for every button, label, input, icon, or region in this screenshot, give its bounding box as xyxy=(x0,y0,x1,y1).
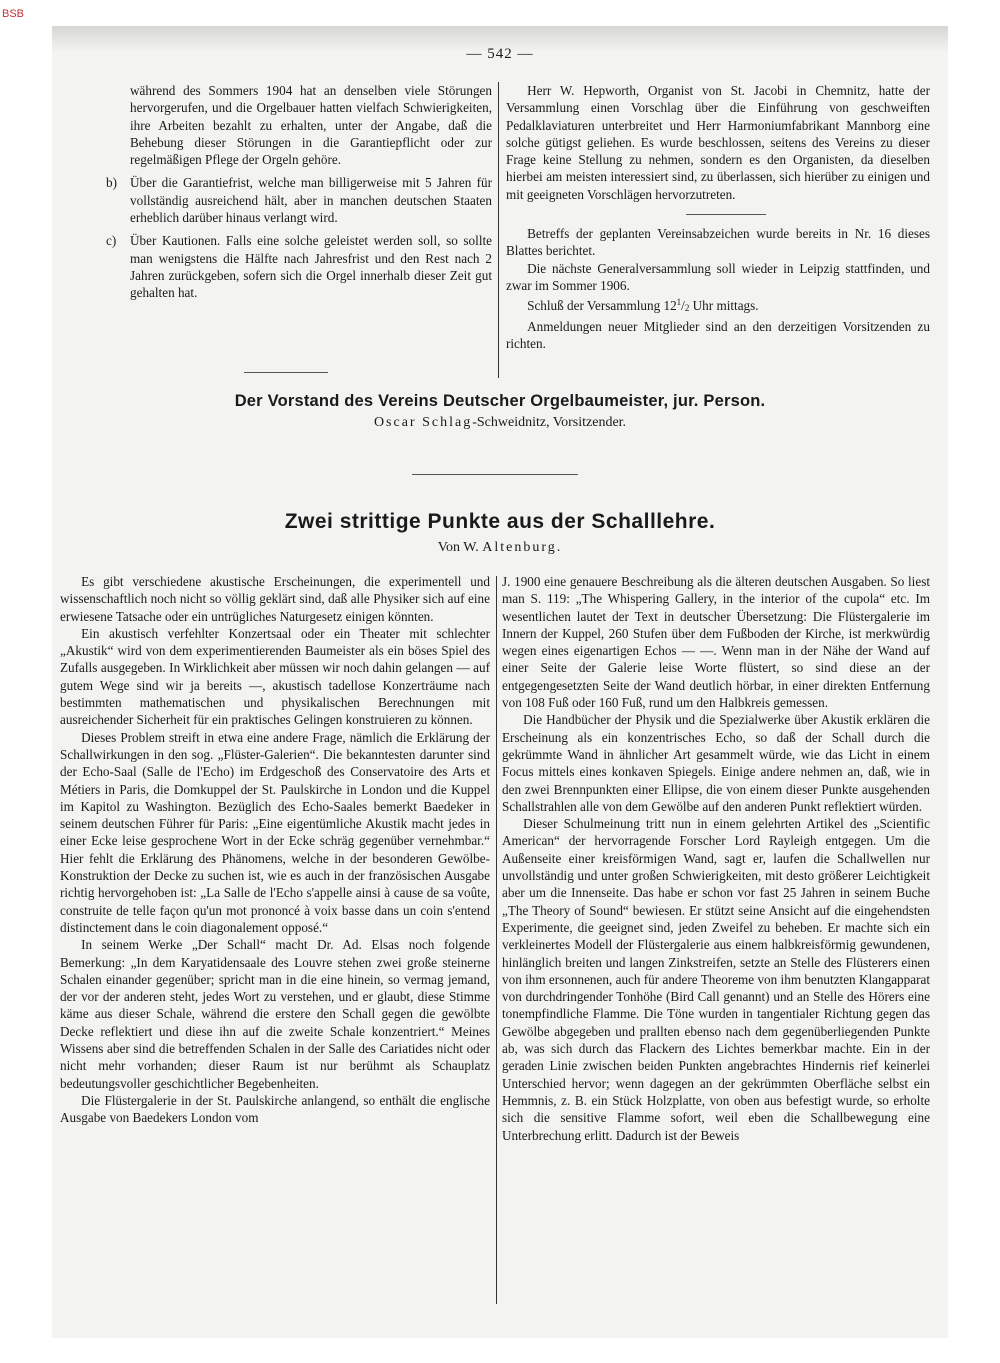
article-title: Zwei strittige Punkte aus der Schalllehre. xyxy=(284,510,716,533)
column-rule xyxy=(498,82,499,378)
text: Uhr mittags. xyxy=(689,298,759,314)
board-signature: Der Vorstand des Vereins Deutscher Orgelbaumeister, jur. Person. xyxy=(234,392,766,410)
paragraph: Dieses Problem streift in etwa eine andere Frage, nämlich die Erklärung der Schallwirkungen in den sog. „Flüster-Galerien“. Die bekanntesten darunter sind der Echo-Saal (Salle de l'Echo) im Erdgeschoß des Conservatoire des Arts et Métiers in Paris, die Domkuppel der St. Paulskirche in London und die Kuppel im Kapitol zu Washington. Bezüglich des Echo-Saales bemerkt Baedeker in seinem deutschen Führer für Paris: „Eine eigentümliche Akustik macht jedes in einer Ecke leise gesprochene Wort in der Ecke schräg gegenüber vernehmbar.“ Hier fehlt die Erklärung des Phänomens, welche in der besonderen Gewölbe-Konstruktion der Decke zu suchen ist, wie es auch in der französischen Ausgabe richtig hervorgehoben ist: „La Salle de l'Echo s'appelle ainsi à cause de sa voûte, construite de telle façon qu'un mot prononcé à voix basse dans un coin s'entend distinctement dans le coin diagonalement opposé.“ xyxy=(60,729,490,935)
list-marker: c) xyxy=(106,233,117,249)
column-rule xyxy=(496,576,497,1304)
paragraph: Anmeldungen neuer Mitglieder sind an den derzeitigen Vorsitzenden zu richten. xyxy=(506,318,930,351)
chairman-signature xyxy=(0,415,1000,431)
intro-text: während des Sommers 1904 hat an denselben viele Störungen hervorgerufen, und die Orgelbauer hatten vielfach Schwierigkeiten, ihre Arbeiten bezahlt zu erhalten, unter der Angabe, daß die Behebung dieser Störungen in die Garantiepflicht oder zur regelmäßigen Pflege der Orgeln gehöre. xyxy=(130,83,492,168)
paragraph: Die Flüstergalerie in der St. Paulskirche anlangend, so enthält die englische Ausgabe von Baedekers London vom xyxy=(60,1092,490,1126)
section-divider xyxy=(686,214,766,215)
chairman-name: Oscar Schlag xyxy=(373,415,473,430)
author-prefix: Von W. xyxy=(437,540,483,555)
page-number: — 542 — xyxy=(466,46,534,62)
fraction-denominator: 2 xyxy=(684,303,690,314)
list-item-text: Über die Garantiefrist, welche man billigerweise mit 5 Jahren für vollständig ausreichend hält, aber in manchen deutschen Staaten erheblich darüber hinaus verlangt wird. xyxy=(130,175,492,226)
paragraph: Die Handbücher der Physik und die Spezialwerke über Akustik erklären die Erscheinung als ein konzentrisches Echo, so daß der Schall durch die gekrümmte Wand in ähnlicher Art gesammelt würde, wie das Licht in einem Focus mittels eines konkaven Spiegels. Einige andere nehmen an, daß, wie in den zwei Brennpunkten einer Ellipse, die von einem dieser Punkte ausgehenden Schallstrahlen alle von dem Gewölbe auf den anderen Punkt reflektiert würden. xyxy=(502,712,930,814)
library-mark: BSB xyxy=(2,8,25,20)
list-item-b xyxy=(100,174,492,226)
list-item-text: Über Kautionen. Falls eine solche geleistet werden soll, so sollte man wenigstens die Hälfte nach Jahresfrist und den Rest nach 2 Jahren zurückgeben, sofern sich die Orgel innerhalb dieser Zeit gut gehalten hat. xyxy=(130,233,492,301)
paragraph: Betreffs der geplanten Vereinsabzeichen wurde bereits in Nr. 16 dieses Blattes berichtet. xyxy=(506,226,930,259)
intro-paragraph xyxy=(100,82,492,168)
article-left-column xyxy=(60,573,490,1127)
paragraph: Die nächste Generalversammlung soll wieder in Leipzig stattfinden, und zwar im Sommer 1906. xyxy=(506,260,930,293)
paragraph: Dieser Schulmeinung tritt nun in einem gelehrten Artikel des „Scientific American“ der hervorragende Forscher Lord Rayleigh entgegen. Um die Außenseite einer kreisförmigen Wand, sagt er, laufen die Schallwellen nur unvollständig und unter großen Schwierigkeiten, mit desto größerer Leichtigkeit aber um die Innenseite. Das habe er schon vor fast 25 Jahren in seinem Buche „The Theory of Sound“ bewiesen. Er stützt seine Ansicht auf die eingehendsten Experimente, die geeignet sind, jeden Zweifel zu beheben. Er machte sich ein verkleinertes Modell der Flüstergalerie aus einem halbkreisförmig gewundenen, hinlänglich breiten und langen Zinkstreifen, setzte an Stelle des Flüsterers einen von ihm ersonnenen, auch für andere Theoreme von ihm benutzten Klangapparat von durchdringender Tonhöhe (Bird Call genannt) und an Stelle des Hörers eine tonempfindliche Flamme. Die Töne wurden in tangentialer Richtung gegen das Gewölbe abgegeben und prallten ebenso nach dem gegenüberliegenden Punkte ab, was sich durch das Flackern des Lichtes bemerkbar machte. Ein in der geraden Linie zwischen beiden Punkten angebrachtes Hindernis rief keinerlei Unterschied hervor; wenn dagegen an der gekrümmten Oberfläche selbst ein Hemmnis, z. B. ein Stück Holzplatte, von oben aus befestigt wurde, so erholte sich die sensitive Flamme sofort, weil eben die Schallbewegung eine Unterbrechung erlitt. Dadurch ist der Beweis xyxy=(502,816,930,1143)
text: Schluß der Versammlung 12 xyxy=(527,298,677,314)
list-item-c xyxy=(100,232,492,301)
chairman-role: -Schweidnitz, Vorsitzender. xyxy=(472,415,627,430)
top-right-column xyxy=(506,82,930,352)
section-divider xyxy=(412,474,578,475)
author-name: Altenburg. xyxy=(482,540,563,555)
list-marker: b) xyxy=(106,175,117,191)
paragraph: In seinem Werke „Der Schall“ macht Dr. Ad. Elsas noch folgende Bemerkung: „In dem Karyatidensaale des Louvre stehen zwei große steinerne Schalen einander gegenüber; spricht man in die eine hinein, so vermag jemand, der vor der anderen steht, jedes Wort zu verstehen, und er glaubt, diese Stimme käme aus dieser Schale, während die erstere den Schall gegen die gewölbte Decke reflektiert und diese ihn auf die zweite Schale konzentriert.“ Meines Wissens aber sind die betreffenden Schalen in der Salle des Cariatides nicht oder nicht mehr vorhanden; dieser Raum ist nur berühmt als Schauplatz bedeutungsvoller geschichtlicher Begebenheiten. xyxy=(60,937,490,1091)
paragraph: Schluß der Versammlung $12^1/2$ Uhr mittags. xyxy=(527,297,759,314)
article-author xyxy=(0,540,1000,556)
paragraph: J. 1900 eine genauere Beschreibung als die älteren deutschen Ausgaben. So liest man S. 119: „The Whispering Gallery, in the interior of the cupola“ etc. Im wesentlichen lautet der Text in deutscher Übersetzung: Die Flüstergalerie im Innern der Kuppel, 260 Stufen über dem Fußboden der Kirche, ist merkwürdig wegen eines eigenartigen Echos — —. Wenn man in der Nähe der Wand auf einer Seite der Galerie leise Worte flüstert, so sind diese an der entgegengesetzten Seite der Wand deutlich hörbar, in einer direkten Entfernung von 108 Fuß oder 160 Fuß, rund um den Halbkreis gemessen. xyxy=(502,574,930,711)
article-right-column xyxy=(502,573,930,1144)
paragraph: Herr W. Hepworth, Organist von St. Jacobi in Chemnitz, hatte der Versammlung einen Vorschlag über die Einführung von geschweiften Pedalklaviaturen unterbreitet und Herr Harmoniumfabrikant Mannborg eine solche gütigst geliehen. Es wurde beschlossen, seitens des Vereins zu dieser Frage keine Stellung zu nehmen, sondern es den Organisten, da dieselben hierbei am meisten interessiert sind, zu überlassen, sich hierüber zu einigen und mit geeigneten Vorschlägen hervorzutreten. xyxy=(506,83,930,202)
top-left-column xyxy=(100,82,492,308)
spacer xyxy=(506,203,930,225)
paragraph: Ein akustisch verfehlter Konzertsaal oder ein Theater mit schlechter „Akustik“ wird von dem experimentierenden Baumeister als ein böses Spiel des Zufalls ausgegeben. In Wirklichkeit aber müssen wir noch dahin gelangen — auf gutem Wege sind wir ja bereits —, akustisch tadellose Konzerträume nach bestimmten mathematischen und physikalischen Berechnungen mit ausreichender Sicherheit für ein praktisches Gelingen konstruieren zu können. xyxy=(60,625,490,728)
fraction-numerator: 1 xyxy=(676,297,682,308)
section-divider xyxy=(244,372,328,373)
paragraph: Es gibt verschiedene akustische Erscheinungen, die experimentell und wissenschaftlich noch nicht so völlig geklärt sind, daß alle Physiker sich auf eine erwiesene Tatsache oder ein untrügliches Naturgesetz einigen könnten. xyxy=(60,574,490,624)
